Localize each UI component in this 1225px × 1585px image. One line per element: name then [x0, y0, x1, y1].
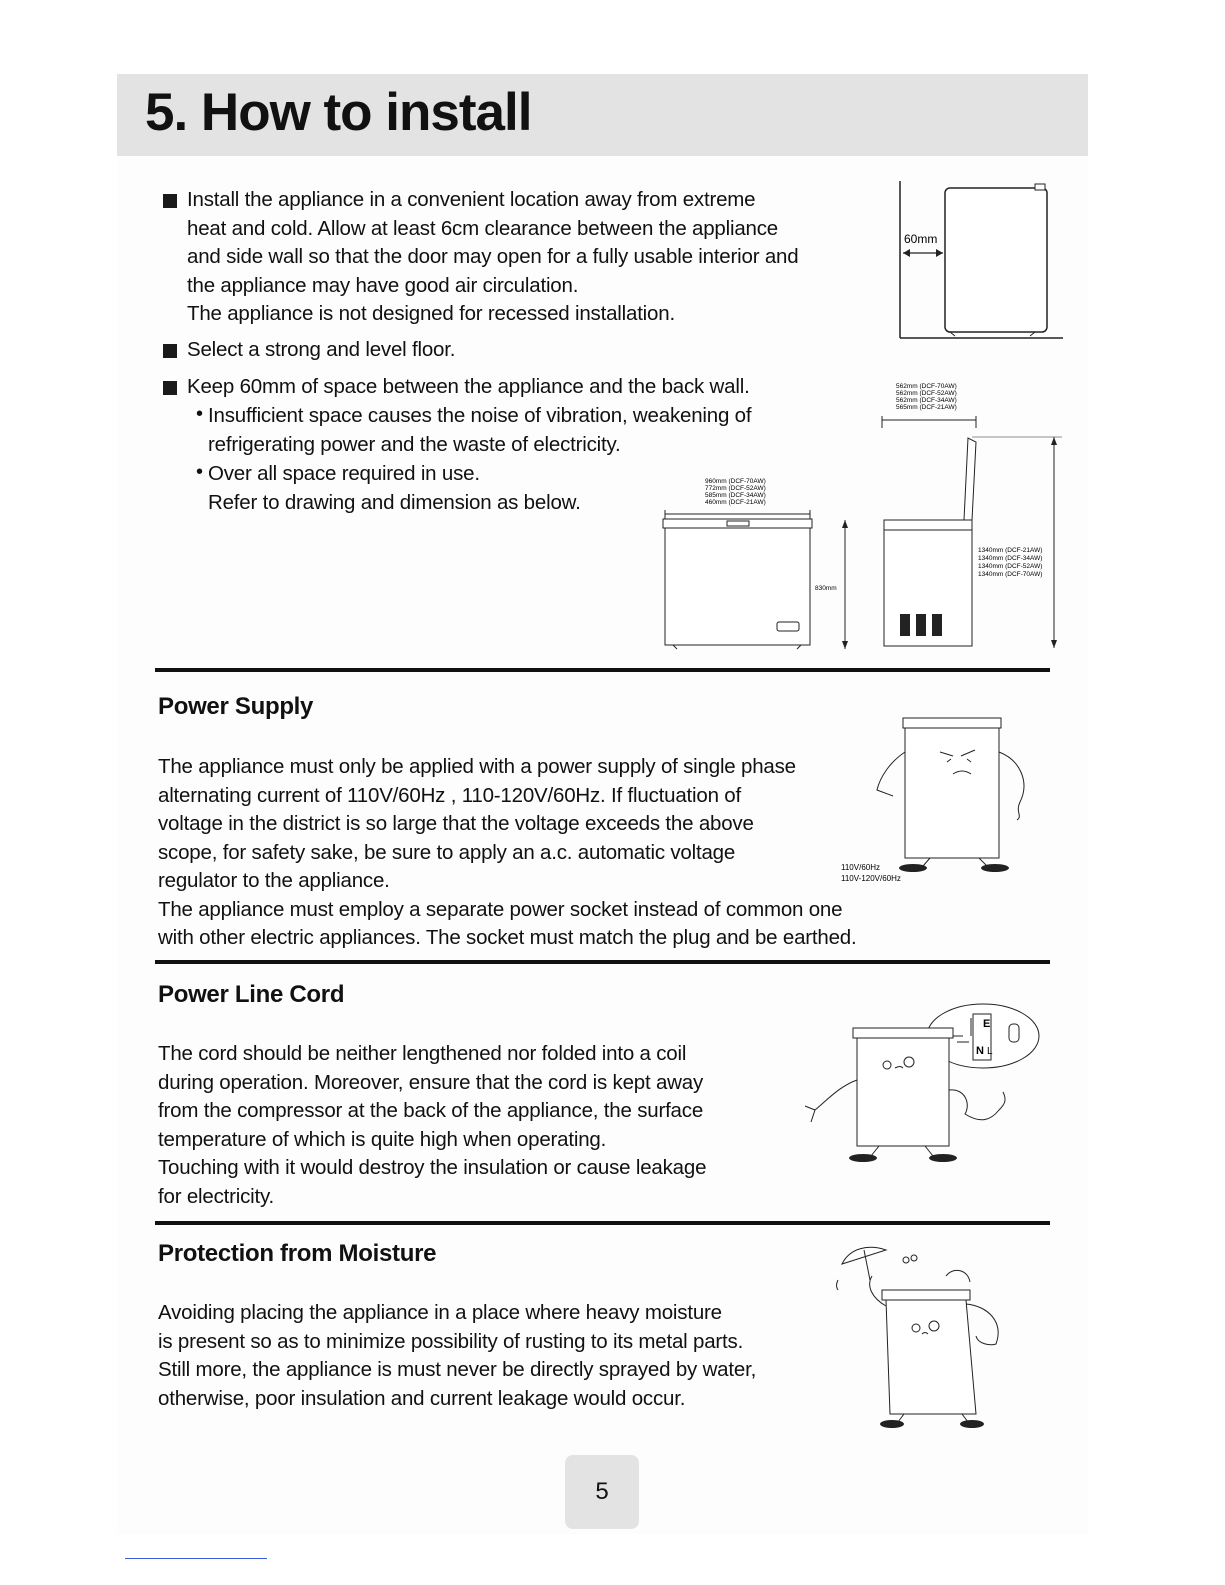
power-line-cord-body — [158, 1040, 706, 1211]
text-line: The appliance must only be applied with a power supply of single phase — [158, 755, 796, 778]
text-line: The cord should be neither lengthened nor folded into a coil — [158, 1042, 687, 1065]
bullet-square-icon — [163, 194, 177, 208]
text-line: Insufficient space causes the noise of vibration, weakening of — [208, 404, 752, 427]
power-supply-heading: Power Supply — [158, 693, 314, 720]
plug-live-label: L — [987, 1046, 993, 1057]
depth-dim-label: 562mm (DCF-52AW) — [896, 390, 957, 397]
footer-link-line — [125, 1558, 267, 1559]
text-line: Over all space required in use. — [208, 462, 480, 485]
open-height-dim-label: 1340mm (DCF-52AW) — [978, 563, 1043, 570]
moisture-body — [158, 1299, 756, 1413]
voltage-label: 110V-120V/60Hz — [841, 874, 901, 883]
plug-earth-label: E — [983, 1018, 991, 1030]
install-bullet-2: Select a strong and level floor. — [187, 338, 456, 361]
page-number: 5 — [565, 1455, 639, 1529]
depth-dim-label: 562mm (DCF-34AW) — [896, 397, 957, 404]
install-bullet-1 — [187, 186, 798, 329]
text-line: The appliance must employ a separate power socket instead of common one — [158, 897, 843, 921]
sub-bullet-dot-icon: • — [196, 461, 204, 483]
power-line-cord-heading: Power Line Cord — [158, 981, 345, 1008]
side-clearance-diagram — [895, 176, 1065, 342]
text-line: from the compressor at the back of the appliance, the surface — [158, 1099, 704, 1122]
freezer-cartoon-cord — [795, 1000, 1050, 1168]
sub-bullet-dot-icon: • — [196, 403, 204, 425]
moisture-heading: Protection from Moisture — [158, 1240, 437, 1267]
text-line: alternating current of 110V/60Hz , 110-120V/60Hz. If fluctuation of — [158, 783, 741, 807]
height-dim-label: 830mm — [815, 585, 837, 592]
freezer-cartoon-angry — [835, 712, 1035, 887]
text-line: and side wall so that the door may open for a fully usable interior and — [187, 245, 799, 268]
text-line: during operation. Moreover, ensure that the cord is kept away — [158, 1070, 704, 1094]
text-line: is present so as to minimize possibility of rusting to its metal parts. — [158, 1329, 744, 1353]
depth-dim-label: 562mm (DCF-70AW) — [896, 383, 957, 390]
section-divider — [155, 668, 1050, 672]
text-line: Still more, the appliance is must never be directly sprayed by water, — [158, 1358, 757, 1381]
voltage-label: 110V/60Hz — [841, 863, 880, 872]
text-line: Refer to drawing and dimension as below. — [208, 490, 581, 514]
width-dim-label: 460mm (DCF-21AW) — [705, 499, 766, 506]
install-bullet-3: Keep 60mm of space between the appliance and the back wall. — [187, 375, 750, 398]
text-line: the appliance may have good air circulation. — [187, 273, 579, 297]
text-line: refrigerating power and the waste of electricity. — [208, 432, 621, 456]
side-open-dimension-diagram — [876, 380, 1072, 652]
text-line: scope, for safety sake, be sure to apply an a.c. automatic voltage — [158, 840, 736, 864]
install-sub-bullet-2 — [208, 460, 581, 517]
text-line: The appliance is not designed for recessed installation. — [187, 302, 675, 325]
front-dimension-diagram — [655, 472, 860, 654]
text-line: otherwise, poor insulation and current leakage would occur. — [158, 1386, 686, 1410]
section-divider — [155, 960, 1050, 964]
width-dim-label: 960mm (DCF-70AW) — [705, 478, 766, 485]
power-supply-body — [158, 753, 857, 953]
bullet-square-icon — [163, 344, 177, 358]
bullet-square-icon — [163, 381, 177, 395]
text-line: regulator to the appliance. — [158, 869, 390, 892]
section-divider — [155, 1221, 1050, 1225]
freezer-cartoon-moisture — [828, 1236, 1018, 1432]
text-line: with other electric appliances. The socket must match the plug and be earthed. — [158, 926, 857, 949]
text-line: for electricity. — [158, 1184, 275, 1208]
text-line: heat and cold. Allow at least 6cm clearance between the appliance — [187, 216, 778, 240]
open-height-dim-label: 1340mm (DCF-34AW) — [978, 555, 1043, 562]
plug-neutral-label: N — [976, 1045, 984, 1057]
open-height-dim-label: 1340mm (DCF-70AW) — [978, 571, 1043, 578]
open-height-dim-label: 1340mm (DCF-21AW) — [978, 547, 1043, 554]
page-title: 5. How to install — [145, 83, 532, 142]
depth-dim-label: 565mm (DCF-21AW) — [896, 404, 957, 411]
text-line: temperature of which is quite high when operating. — [158, 1127, 607, 1151]
text-line: Install the appliance in a convenient location away from extreme — [187, 188, 756, 211]
width-dim-label: 585mm (DCF-34AW) — [705, 492, 766, 499]
text-line: Touching with it would destroy the insulation or cause leakage — [158, 1156, 707, 1179]
install-sub-bullet-1 — [208, 402, 751, 459]
side-clearance-label: 60mm — [904, 232, 938, 246]
width-dim-label: 772mm (DCF-52AW) — [705, 485, 766, 492]
text-line: voltage in the district is so large that the voltage exceeds the above — [158, 812, 754, 835]
text-line: Avoiding placing the appliance in a place where heavy moisture — [158, 1301, 722, 1324]
